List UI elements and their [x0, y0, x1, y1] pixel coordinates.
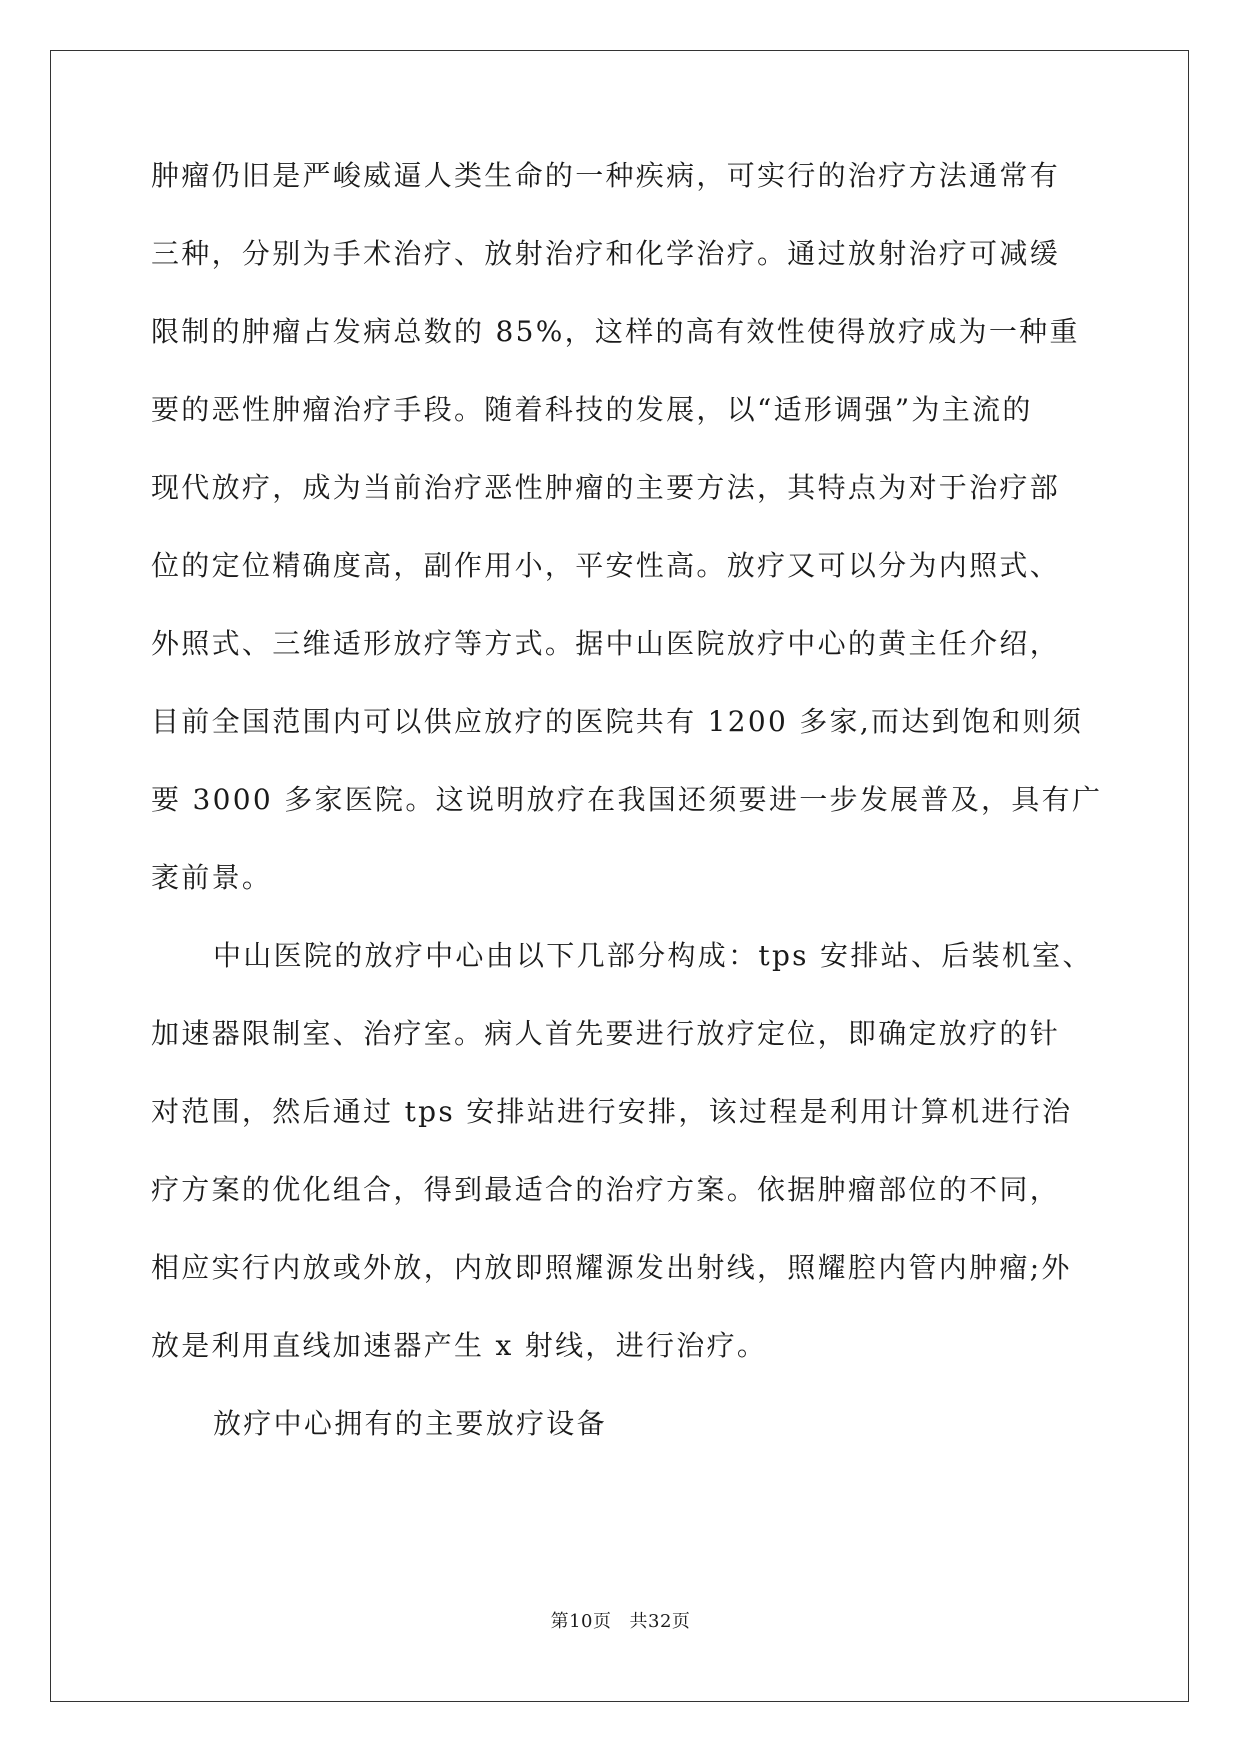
- text-line: 对范围，然后通过 tps 安排站进行安排，该过程是利用计算机进行治: [151, 1095, 1073, 1128]
- text-line: 要的恶性肿瘤治疗手段。随着科技的发展，以“适形调强”为主流的: [151, 393, 1033, 426]
- text-line: 放是利用直线加速器产生 x 射线，进行治疗。: [151, 1329, 768, 1362]
- text-line: 要 3000 多家医院。这说明放疗在我国还须要进一步发展普及，具有广: [151, 783, 1103, 816]
- paragraph-start-line: 中山医院的放疗中心由以下几部分构成：tps 安排站、后装机室、: [213, 939, 1093, 972]
- text-line: 外照式、三维适形放疗等方式。据中山医院放疗中心的黄主任介绍，: [151, 627, 1061, 660]
- page-number: 第10页: [550, 1611, 612, 1632]
- text-line: 疗方案的优化组合，得到最适合的治疗方案。依据肿瘤部位的不同，: [151, 1173, 1061, 1206]
- page-total: 共32页: [629, 1611, 691, 1632]
- text-line: 袤前景。: [151, 861, 273, 894]
- section-heading-line: 放疗中心拥有的主要放疗设备: [213, 1407, 607, 1440]
- text-line: 加速器限制室、治疗室。病人首先要进行放疗定位，即确定放疗的针: [151, 1017, 1061, 1050]
- text-line: 位的定位精确度高，副作用小，平安性高。放疗又可以分为内照式、: [151, 549, 1061, 582]
- text-line: 三种，分别为手术治疗、放射治疗和化学治疗。通过放射治疗可减缓: [151, 237, 1061, 270]
- text-line: 肿瘤仍旧是严峻威逼人类生命的一种疾病，可实行的治疗方法通常有: [151, 159, 1061, 192]
- text-line: 目前全国范围内可以供应放疗的医院共有 1200 多家,而达到饱和则须: [151, 705, 1084, 738]
- text-line: 现代放疗，成为当前治疗恶性肿瘤的主要方法，其特点为对于治疗部: [151, 471, 1061, 504]
- page-footer: [0, 1612, 1241, 1632]
- text-line: 相应实行内放或外放，内放即照耀源发出射线，照耀腔内管内肿瘤;外: [151, 1251, 1072, 1284]
- document-body: [151, 159, 1103, 1488]
- text-line: 限制的肿瘤占发病总数的 85%，这样的高有效性使得放疗成为一种重: [151, 315, 1080, 348]
